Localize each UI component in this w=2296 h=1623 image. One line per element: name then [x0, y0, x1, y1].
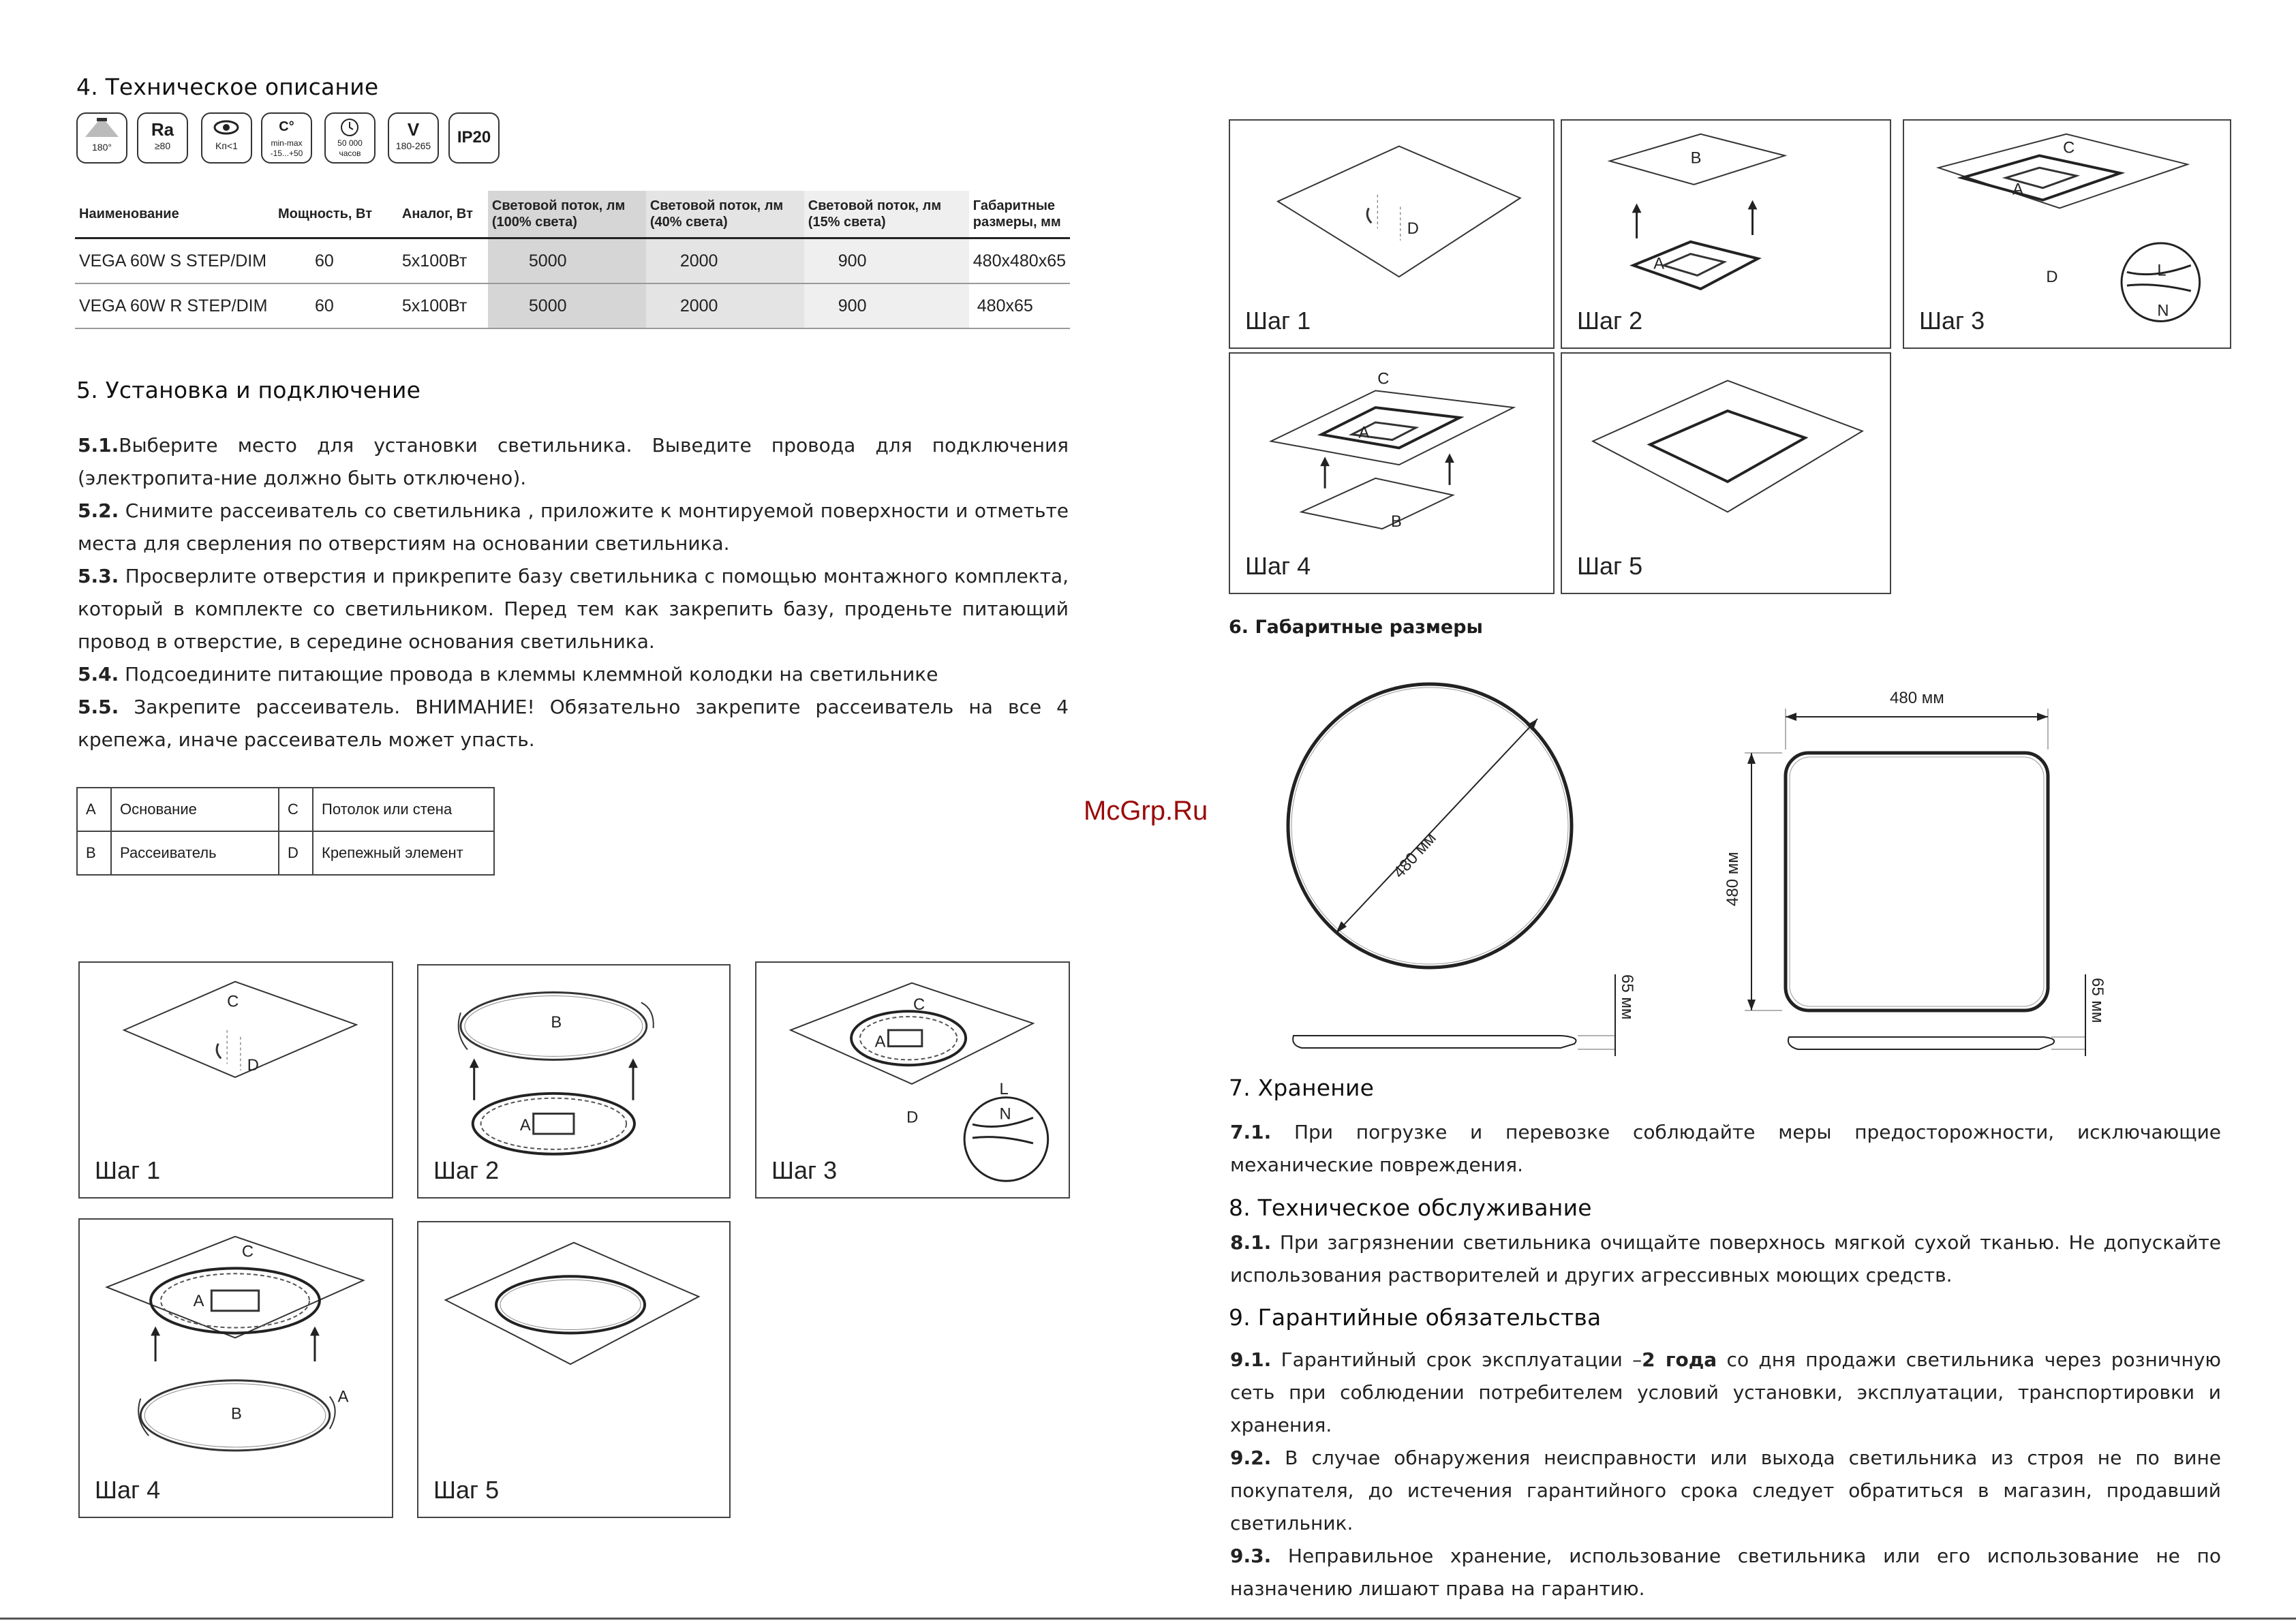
legend-key: C — [279, 788, 313, 831]
section-7-title: 7. Хранение — [1229, 1075, 1375, 1101]
step-label: Шаг 1 — [95, 1156, 161, 1184]
temperature-icon: C° min-max -15...+50 — [261, 112, 312, 164]
cell-flux-100: 5000 — [488, 238, 646, 284]
step-label: Шаг 5 — [1577, 552, 1643, 580]
watermark: McGrp.Ru — [1084, 796, 1208, 826]
table-row — [75, 283, 1070, 328]
col-dimensions: Габаритные размеры, мм — [969, 191, 1070, 238]
spec-table-header — [75, 191, 1070, 238]
mark-a: A — [193, 1291, 204, 1310]
cell-power: 60 — [274, 238, 398, 284]
cell-name: VEGA 60W S STEP/DIM — [75, 238, 274, 284]
mark-a: A — [2012, 181, 2023, 199]
ra-icon: Ra ≥80 — [137, 112, 188, 164]
step-label: Шаг 4 — [1245, 552, 1311, 580]
cell-flux-40: 2000 — [646, 238, 804, 284]
mark-a-2: A — [337, 1387, 349, 1406]
legend-key: A — [77, 788, 111, 831]
step-label: Шаг 5 — [433, 1476, 500, 1504]
step-label: Шаг 1 — [1245, 307, 1311, 335]
square-step-3-figure — [1903, 119, 2231, 349]
item-9-3: 9.3. Неправильное хранение, использование светильника или его использование не по назначению лишают права на гарантию. — [1230, 1545, 2221, 1600]
round-diameter-label: 480 мм — [1390, 829, 1440, 882]
mark-a: A — [1358, 424, 1370, 442]
mark-d: D — [247, 1057, 259, 1075]
mark-a: A — [1653, 255, 1665, 273]
mark-c: C — [913, 996, 925, 1015]
section-5-title: 5. Установка и подключение — [76, 377, 421, 403]
cell-flux-15: 900 — [804, 238, 969, 284]
round-depth-label: 65 мм — [1618, 974, 1636, 1020]
mark-c: C — [2063, 139, 2075, 157]
legend-key: B — [77, 831, 111, 875]
cell-dimensions: 480х480х65 — [969, 238, 1070, 284]
item-5-4: 5.4. Подсоедините питающие провода в клеммы клеммной колодки на светильнике — [78, 663, 938, 685]
cell-flux-100: 5000 — [488, 283, 646, 328]
round-step-2-figure — [417, 964, 731, 1199]
legend-row — [77, 831, 494, 875]
mark-b: B — [1391, 513, 1402, 531]
mark-d: D — [1407, 220, 1419, 238]
col-flux-15: Световой поток, лм (15% света) — [804, 191, 969, 238]
mark-a: A — [519, 1117, 531, 1135]
dimension-drawing — [1281, 675, 2126, 1063]
col-flux-40: Световой поток, лм (40% света) — [646, 191, 804, 238]
legend-value: Потолок или стена — [313, 788, 494, 831]
item-5-1: 5.1.Выберите место для установки светильника. Выведите провода для подключения (электропита-ние должно быть отключено). — [78, 434, 1069, 489]
mark-c: C — [227, 993, 239, 1011]
mark-c: C — [1377, 370, 1390, 388]
col-flux-100: Световой поток, лм (100% света) — [488, 191, 646, 238]
item-9-2: 9.2. В случае обнаружения неисправности или выхода светильника из строя не по вине покупателя, до истечения гарантийного срока следует обратиться в магазин, продавший светильник. — [1230, 1447, 2221, 1534]
square-step-1-figure — [1229, 119, 1555, 349]
cell-flux-40: 2000 — [646, 283, 804, 328]
mark-b: B — [1690, 149, 1702, 168]
square-depth-label: 65 мм — [2088, 978, 2107, 1023]
item-5-2: 5.2. Снимите рассеиватель со светильника , приложите к монтируемой поверхности и отметьте места для сверления по отверстиям на основании светильника. — [78, 499, 1069, 555]
legend-value: Рассеиватель — [111, 831, 279, 875]
section-6-title: 6. Габаритные размеры — [1229, 617, 1483, 638]
item-5-3: 5.3. Просверлите отверстия и прикрепите базу светильника с помощью монтажного комплекта, который в комплекте со светильником. Перед тем как закрепить базу, проденьте питающий провод в отверстие, в середине основания светильника. — [78, 565, 1069, 653]
section-8-title: 8. Техническое обслуживание — [1229, 1194, 1592, 1221]
section-9-text — [1230, 1344, 2221, 1605]
mark-l: L — [999, 1080, 1009, 1098]
cell-power: 60 — [274, 283, 398, 328]
mark-b: B — [231, 1404, 242, 1423]
step-label: Шаг 3 — [771, 1156, 838, 1184]
square-step-5-figure — [1561, 352, 1891, 594]
spec-table — [75, 191, 1070, 329]
item-7-1: 7.1. При погрузке и перевозке соблюдайте меры предосторожности, исключающие механические повреждения. — [1230, 1121, 2221, 1176]
step-label: Шаг 2 — [433, 1156, 500, 1184]
mark-n: N — [2157, 302, 2169, 320]
square-step-4-figure — [1229, 352, 1555, 594]
mark-a: A — [874, 1033, 886, 1051]
step-label: Шаг 4 — [95, 1476, 161, 1504]
mark-n: N — [999, 1105, 1011, 1124]
cell-flux-15: 900 — [804, 283, 969, 328]
step-label: Шаг 3 — [1919, 307, 1985, 335]
col-name: Наименование — [75, 191, 274, 238]
round-step-4-figure — [78, 1218, 393, 1518]
round-step-1-figure — [78, 961, 393, 1199]
section-9-title: 9. Гарантийные обязательства — [1229, 1304, 1602, 1331]
table-row — [75, 238, 1070, 284]
mark-d: D — [2046, 268, 2058, 287]
legend-row — [77, 788, 494, 831]
beam-angle-icon: 180° — [76, 112, 127, 164]
legend-key: D — [279, 831, 313, 875]
section-4-title: 4. Техническое описание — [76, 74, 379, 100]
round-step-5-figure — [417, 1221, 731, 1518]
lifetime-icon: 50 000 часов — [324, 112, 376, 164]
cell-analog: 5х100Вт — [398, 283, 488, 328]
square-step-2-figure — [1561, 119, 1891, 349]
cell-name: VEGA 60W R STEP/DIM — [75, 283, 274, 328]
mark-c: C — [241, 1242, 254, 1261]
col-analog: Аналог, Вт — [398, 191, 488, 238]
footer-rule — [0, 1618, 2296, 1620]
step-label: Шаг 2 — [1577, 307, 1643, 335]
legend-table — [76, 787, 495, 876]
cell-dimensions: 480х65 — [969, 283, 1070, 328]
section-5-text — [78, 429, 1069, 756]
item-5-5: 5.5. Закрепите рассеиватель. ВНИМАНИЕ! Обязательно закрепите рассеиватель на все 4 крепежа, иначе рассеиватель может упасть. — [78, 696, 1069, 751]
square-width-label: 480 мм — [1890, 689, 1944, 707]
round-step-3-figure — [755, 961, 1070, 1199]
ip-icon: IP20 — [448, 112, 500, 164]
mark-d: D — [906, 1109, 919, 1127]
mark-l: L — [2157, 262, 2167, 280]
cell-analog: 5х100Вт — [398, 238, 488, 284]
col-power: Мощность, Вт — [274, 191, 398, 238]
legend-value: Крепежный элемент — [313, 831, 494, 875]
item-8-1: 8.1. При загрязнении светильника очищайте поверхнось мягкой сухой тканью. Не допускайте использования растворителей и других агрессивных моющих средств. — [1230, 1231, 2221, 1286]
square-height-label: 480 мм — [1724, 852, 1742, 906]
item-9-1: 9.1. Гарантийный срок эксплуатации –2 года со дня продажи светильника через розничную сеть при соблюдении потребителем условий установки, эксплуатации, транспортировки и хранения. — [1230, 1348, 2221, 1436]
eye-icon: Kп<1 — [201, 112, 252, 164]
mark-b: B — [551, 1013, 562, 1032]
legend-value: Основание — [111, 788, 279, 831]
voltage-icon: V 180-265 — [388, 112, 439, 164]
